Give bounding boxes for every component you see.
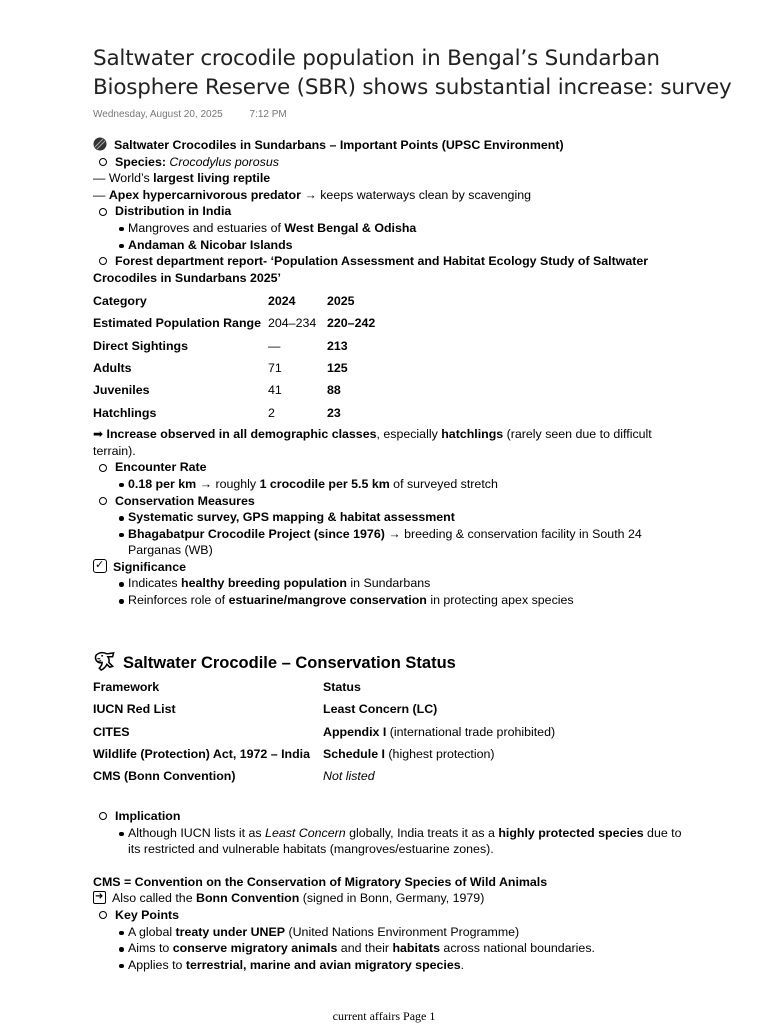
table-row: Wildlife (Protection) Act, 1972 – India Schedule I (highest protection) — [93, 747, 495, 762]
section-heading: Saltwater Crocodiles in Sundarbans – Important Points (UPSC Environment) — [93, 137, 683, 154]
arrow-box-icon — [93, 891, 106, 904]
list-item: Andaman & Nicobar Islands — [93, 237, 683, 254]
list-item: Indicates healthy breeding population in Sundarbans — [93, 575, 683, 592]
list-item: Bhagabatpur Crocodile Project (since 1976) → breeding & conservation facility in South 24 Parganas (WB) — [93, 526, 683, 559]
conservation-status-table — [93, 676, 555, 787]
page-date: Wednesday, August 20, 2025 — [93, 109, 223, 120]
conservation-status-heading: Saltwater Crocodile – Conservation Status — [93, 651, 456, 674]
table-row: CMS (Bonn Convention) Not listed — [93, 769, 375, 784]
encounter-heading: Encounter Rate — [93, 459, 683, 476]
hollow-bullet-icon — [99, 208, 107, 216]
right-arrow-icon: ➡ — [93, 427, 104, 442]
list-item: Mangroves and estuaries of West Bengal & Odisha — [93, 220, 683, 237]
table-header-row: Framework Status — [93, 680, 361, 695]
table-row: CITES Appendix I (international trade prohibited) — [93, 724, 556, 739]
report-heading: Forest department report- ‘Population Assessment and Habitat Ecology Study of Saltwater Crocodiles in Sundarbans 2025’ — [93, 254, 649, 285]
page-footer: current affairs Page 1 — [332, 1009, 436, 1023]
striped-circle-icon — [93, 137, 107, 151]
table-header-row: Category 2024 2025 — [93, 294, 355, 309]
list-item: Systematic survey, GPS mapping & habitat assessment — [93, 509, 683, 526]
list-item: A global treaty under UNEP (United Nations Environment Programme) — [93, 924, 683, 941]
cms-heading: CMS = Convention on the Conservation of Migratory Species of Wild Animals — [93, 874, 548, 889]
page-time: 7:12 PM — [249, 109, 287, 120]
section-implication — [93, 808, 683, 973]
distribution-heading: Distribution in India — [93, 203, 683, 220]
table-row: Juveniles 41 88 — [93, 383, 341, 398]
implication-heading: Implication — [93, 808, 683, 825]
list-item: Applies to terrestrial, marine and avian migratory species. — [93, 957, 683, 974]
crocodile-icon — [93, 651, 117, 672]
list-item: Although IUCN lists it as Least Concern globally, India treats it as a highly protected species due to its restricted and vulnerable habitats (mangroves/estuarine zones). — [93, 825, 683, 858]
list-item: Aims to conserve migratory animals and their habitats across national boundaries. — [93, 940, 683, 957]
hollow-bullet-icon — [99, 497, 107, 505]
key-points-heading: Key Points — [93, 907, 683, 924]
hollow-bullet-icon — [99, 464, 107, 472]
table-row: Estimated Population Range 204–234 220–242 — [93, 316, 376, 331]
page-title: Saltwater crocodile population in Bengal’s Sundarban Biosphere Reserve (SBR) shows substantial increase: survey — [93, 46, 732, 100]
table-row: Hatchlings 2 23 — [93, 405, 341, 420]
population-table — [93, 290, 387, 424]
fact-line: — Apex hypercarnivorous predator → keeps waterways clean by scavenging — [93, 187, 531, 202]
cms-also-line: ➜Also called the Bonn Convention (signed in Bonn, Germany, 1979) — [93, 890, 683, 907]
fact-line: — World’s largest living reptile — [93, 171, 271, 186]
significance-heading: ✓Significance — [93, 559, 683, 576]
table-row: Adults 71 125 — [93, 361, 348, 376]
table-row: IUCN Red List Least Concern (LC) — [93, 702, 438, 717]
list-item: 0.18 per km → roughly 1 crocodile per 5.5 km of surveyed stretch — [93, 476, 683, 493]
hollow-bullet-icon — [99, 158, 107, 166]
page-meta — [93, 109, 287, 120]
checkbox-icon — [93, 559, 107, 573]
species-line: Species: Crocodylus porosus — [93, 154, 683, 171]
table-row: Direct Sightings — 213 — [93, 338, 348, 353]
conservation-heading: Conservation Measures — [93, 493, 683, 510]
hollow-bullet-icon — [99, 812, 107, 820]
hollow-bullet-icon — [99, 257, 107, 265]
section-important-points — [93, 137, 683, 609]
increase-note: ➡ Increase observed in all demographic classes, especially hatchlings (rarely seen due to difficult terrain). — [93, 427, 652, 458]
list-item: Reinforces role of estuarine/mangrove conservation in protecting apex species — [93, 592, 683, 609]
hollow-bullet-icon — [99, 911, 107, 919]
